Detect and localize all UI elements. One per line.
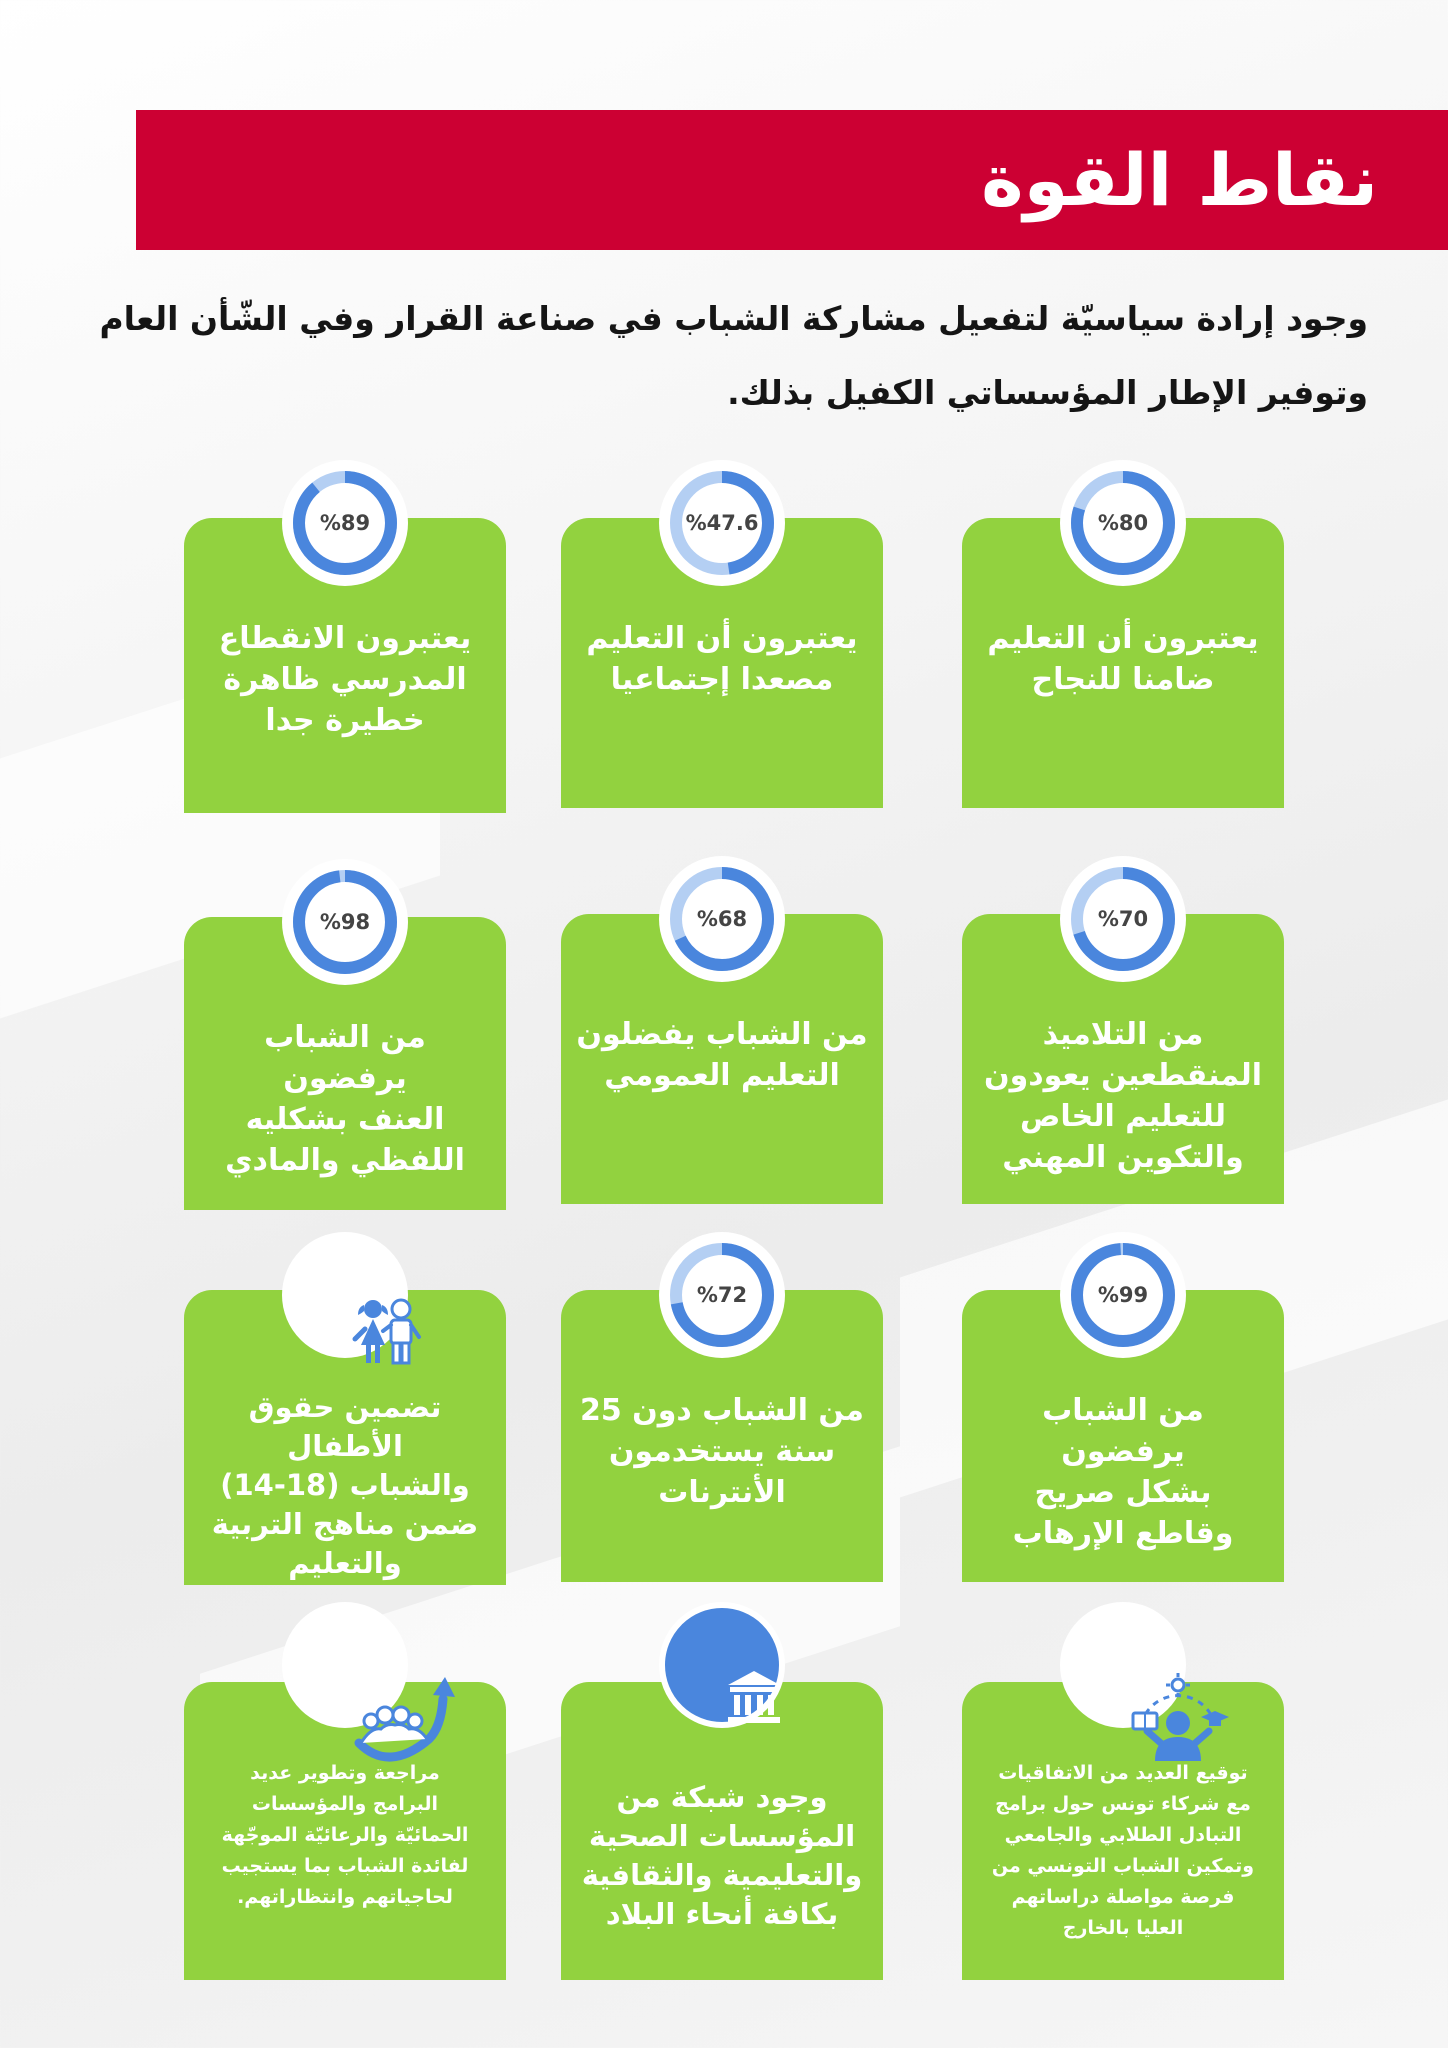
percent-label: %99 (1097, 1283, 1149, 1307)
card-description: من الشباب يفضلون التعليم العمومي (576, 1017, 868, 1093)
title-banner (136, 110, 1448, 250)
percent-label: %98 (319, 910, 371, 934)
card-description: من الشباب يرفضون العنف بشكليه اللفظي والمادي (225, 1020, 465, 1178)
intro-line-2: وتوفير الإطار المؤسساتي الكفيل بذلك. (727, 373, 1368, 412)
card-exchange-agreements (962, 1682, 1284, 1980)
stat-card-success (962, 511, 1284, 808)
card-children-rights (184, 1290, 506, 1585)
card-description: مراجعة وتطوير عديد البرامج والمؤسسات الحمائيّة والرعائيّة الموجّهة لفائدة الشباب بما يستجيب لحاجياتهم وانتظاراتهم. (221, 1762, 469, 1908)
stat-card-violence (184, 910, 506, 1210)
stat-card-terrorism (962, 1283, 1284, 1582)
percent-ring (282, 859, 408, 985)
card-description: وجود شبكة من المؤسسات الصحية والتعليمية والثقافية بكافة أنحاء البلاد (581, 1780, 863, 1931)
card-description: تضمين حقوق الأطفال والشباب (18-14) ضمن مناهج التربية والتعليم (211, 1390, 479, 1580)
icon-badge (282, 1232, 408, 1358)
icon-badge (282, 1602, 408, 1728)
percent-label: %80 (1097, 511, 1149, 535)
icon-badge (1060, 1602, 1186, 1728)
percent-label: %68 (696, 907, 748, 931)
card-protection-programs (184, 1682, 506, 1980)
intro-line-1: وجود إرادة سياسيّة لتفعيل مشاركة الشباب في صناعة القرار وفي الشّأن العام (99, 299, 1368, 338)
card-description: من الشباب يرفضون بشكل صريح وقاطع الإرهاب (1012, 1393, 1234, 1551)
card-description: توقيع العديد من الاتفاقيات مع شركاء تونس حول برامج التبادل الطلابي والجامعي وتمكين الشباب التونسي من فرصة مواصلة دراساتهم العليا بالخارج (991, 1762, 1255, 1939)
intro-paragraph (68, 282, 1368, 430)
card-description: يعتبرون أن التعليم ضامنا للنجاح (987, 621, 1259, 697)
percent-ring (1060, 1232, 1186, 1358)
percent-label: %70 (1097, 907, 1149, 931)
icon-badge (659, 1602, 785, 1728)
stat-card-dropout-return (962, 907, 1284, 1204)
percent-ring (1060, 460, 1186, 586)
percent-ring (282, 460, 408, 586)
percent-ring (659, 856, 785, 982)
page-title: نقاط القوة (981, 138, 1378, 222)
stat-card-public-education (561, 907, 883, 1204)
percent-ring (659, 1232, 785, 1358)
card-description: يعتبرون أن التعليم مصعدا إجتماعيا (586, 621, 858, 697)
card-institutions-network (561, 1682, 883, 1980)
stat-card-social-mobility (561, 511, 883, 808)
percent-ring (659, 460, 785, 586)
card-description: من التلاميذ المنقطعين يعودون للتعليم الخاص والتكوين المهني (984, 1017, 1262, 1175)
percent-label: %89 (319, 511, 371, 535)
card-description: يعتبرون الانقطاع المدرسي ظاهرة خطيرة جدا (218, 621, 472, 738)
percent-label: %47.6 (685, 511, 759, 535)
percent-label: %72 (696, 1283, 748, 1307)
stat-card-internet (561, 1283, 883, 1582)
stat-card-dropout-danger (184, 511, 506, 813)
card-description: من الشباب دون 25 سنة يستخدمون الأنترنات (579, 1393, 865, 1510)
percent-ring (1060, 856, 1186, 982)
